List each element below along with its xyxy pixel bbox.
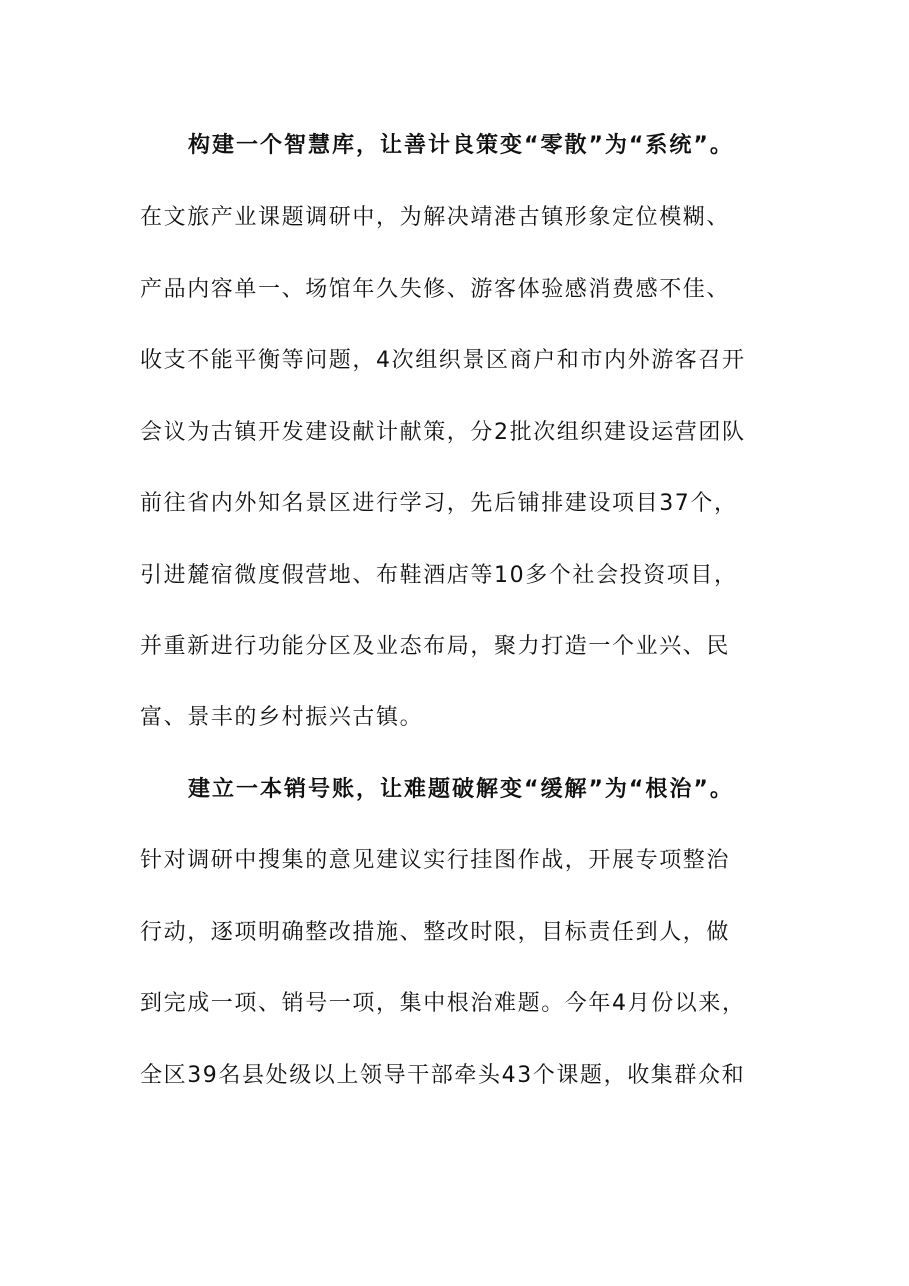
section1-line-7: 并重新进行功能分区及业态布局，聚力打造一个业兴、民 (140, 634, 731, 659)
section1-line-4: 会议为古镇开发建设献计献策，分2批次组织建设运营团队 (140, 420, 746, 445)
section1-line-3: 收支不能平衡等问题，4次组织景区商户和市内外游客召开 (140, 348, 746, 373)
section2-line-3: 到完成一项、销号一项，集中根治难题。今年4月份以来， (140, 991, 746, 1016)
section1-line-2: 产品内容单一、场馆年久失修、游客体验感消费感不佳、 (140, 277, 731, 302)
section1-line-5: 前往省内外知名景区进行学习，先后铺排建设项目37个， (140, 491, 738, 516)
section1-line-6: 引进麓宿微度假营地、布鞋酒店等10多个社会投资项目， (140, 563, 738, 588)
section1-line-1: 在文旅产业课题调研中，为解决靖港古镇形象定位模糊、 (140, 205, 731, 230)
section2-line-4: 全区39名县处级以上领导干部牵头43个课题，收集群众和 (140, 1063, 746, 1088)
section1-heading: 构建一个智慧库，让善计良策变“零散”为“系统”。 (188, 133, 734, 158)
section2-heading: 建立一本销号账，让难题破解变“缓解”为“根治”。 (188, 777, 734, 802)
section1-line-8: 富、景丰的乡村振兴古镇。 (140, 705, 424, 730)
section2-line-2: 行动，逐项明确整改措施、整改时限，目标责任到人，做 (140, 920, 731, 945)
section2-line-1: 针对调研中搜集的意见建议实行挂图作战，开展专项整治 (140, 848, 731, 873)
